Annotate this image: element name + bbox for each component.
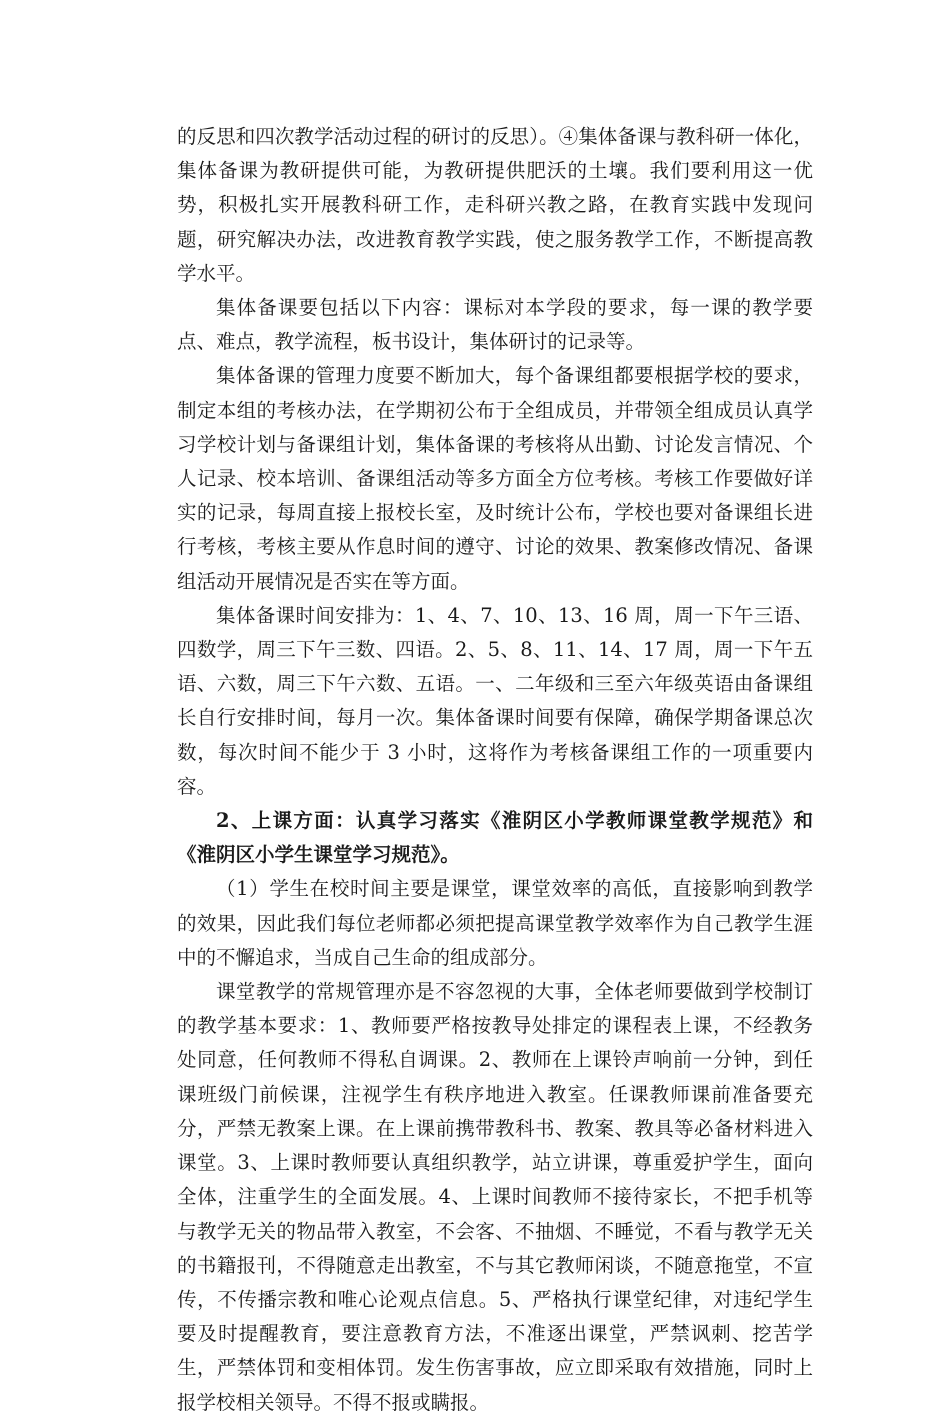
paragraph-classroom-requirements: 课堂教学的常规管理亦是不容忽视的大事，全体老师要做到学校制订的教学基本要求：1、教师要严格按教导处排定的课程表上课，不经教务处同意，任何教师不得私自调课。2、教师在上课铃声响前一分钟，到任课班级门前候课，注视学生有秩序地进入教室。任课教师课前准备要充分，严禁无教案上课。在上课前携带教科书、教案、教具等必备材料进入课堂。3、上课时教师要认真组织教学，站立讲课，尊重爱护学生，面向全体，注重学生的全面发展。4、上课时间教师不接待家长，不把手机等与教学无关的物品带入教室，不会客、不抽烟、不睡觉，不看与教学无关的书籍报刊，不得随意走出教室，不与其它教师闲谈，不随意拖堂，不宣传，不传播宗教和唯心论观点信息。5、严格执行课堂纪律，对违纪学生要及时提醒教育，要注意教育方法，不准逐出课堂，严禁讽刺、挖苦学生，严禁体罚和变相体罚。发生伤害事故，应立即采取有效措施，同时上报学校相关领导。不得不报或瞒报。 [177,980,813,1414]
paragraph-classroom-efficiency: （1）学生在校时间主要是课堂，课堂效率的高低，直接影响到教学的效果，因此我们每位老师都必须把提高课堂教学效率作为自己教学生涯中的不懈追求，当成自己生命的组成部分。 [177,877,813,969]
section-heading-classroom-teaching: 2、上课方面：认真学习落实《淮阴区小学教师课堂教学规范》和《淮阴区小学生课堂学习规范》。 [177,809,813,867]
paragraph-lesson-prep-management: 集体备课的管理力度要不断加大，每个备课组都要根据学校的要求，制定本组的考核办法，在学期初公布于全组成员，并带领全组成员认真学习学校计划与备课组计划，集体备课的考核将从出勤、讨论发言情况、个人记录、校本培训、备课组活动等多方面全方位考核。考核工作要做好详实的记录，每周直接上报校长室，及时统计公布，学校也要对备课组长进行考核，考核主要从作息时间的遵守、讨论的效果、教案修改情况、备课组活动开展情况是否实在等方面。 [177,364,813,593]
paragraph-lesson-prep-schedule: 集体备课时间安排为：1、4、7、10、13、16 周，周一下午三语、四数学，周三下午三数、四语。2、5、8、11、14、17 周，周一下午五语、六数，周三下午六数、五语。一、二年级和三至六年级英语由备课组长自行安排时间，每月一次。集体备课时间要有保障，确保学期备课总次数，每次时间不能少于 3 小时，这将作为考核备课组工作的一项重要内容。 [177,603,813,798]
paragraph-lesson-prep-content: 集体备课要包括以下内容：课标对本学段的要求，每一课的教学要点、难点，教学流程，板书设计，集体研讨的记录等。 [177,296,813,354]
paragraph-reflection-continuation: 的反思和四次教学活动过程的研讨的反思）。④集体备课与教科研一体化，集体备课为教研提供可能，为教研提供肥沃的土壤。我们要利用这一优势，积极扎实开展教科研工作，走科研兴教之路，在教育实践中发现问题，研究解决办法，改进教育教学实践，使之服务教学工作，不断提高教学水平。 [177,125,813,285]
document-page [177,120,813,1420]
